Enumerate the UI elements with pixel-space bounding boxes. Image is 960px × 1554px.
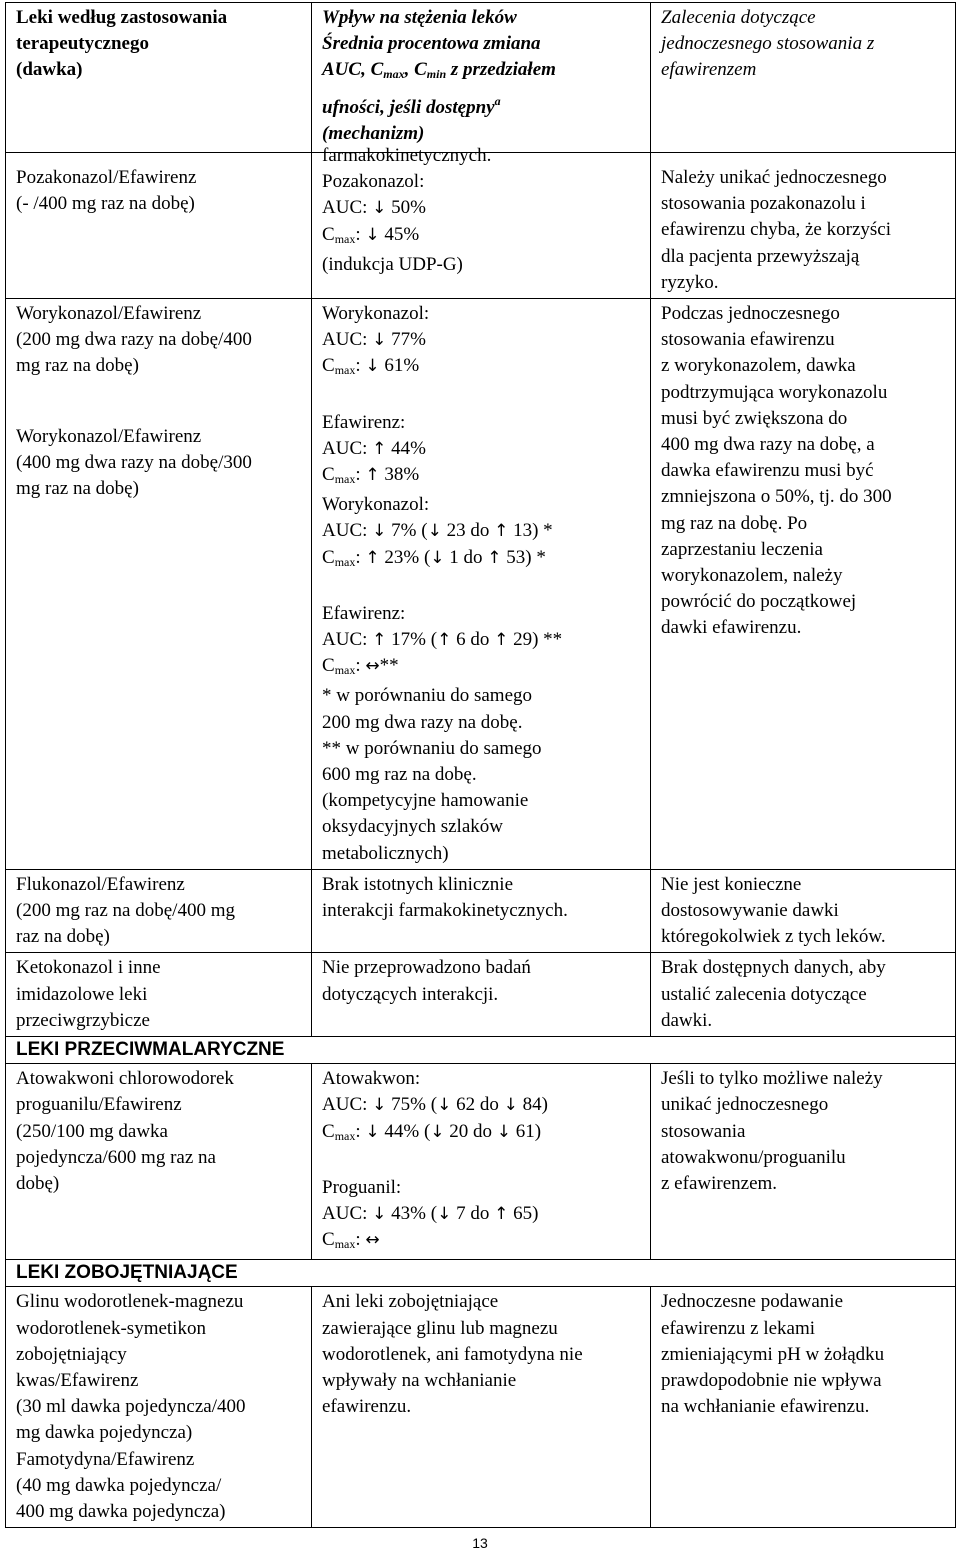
cell-effect: Brak istotnych klinicznie interakcji farmakokinetycznych. xyxy=(312,869,651,953)
document-page xyxy=(5,2,955,1522)
cell-drug: Pozakonazol/Efawirenz (- /400 mg raz na dobę) xyxy=(6,153,312,299)
cell-drug: Ketokonazol i inne imidazolowe leki przeciwgrzybicze xyxy=(6,953,312,1037)
table-row-worykonazol xyxy=(6,299,956,870)
cell-drug: Atowakwoni chlorowodorek proguanilu/Efawirenz (250/100 mg dawka pojedyncza/600 mg raz na dobę) xyxy=(6,1064,312,1260)
continued-text: farmakokinetycznych. xyxy=(322,145,492,166)
arrow-up-icon: ↑ xyxy=(437,630,452,651)
arrow-up-icon: ↑ xyxy=(487,547,502,568)
table-row-posakonazol xyxy=(6,153,956,299)
arrow-up-icon: ↑ xyxy=(494,521,509,542)
cell-recommendation: Brak dostępnych danych, aby ustalić zalecenia dotyczące dawki. xyxy=(651,953,956,1037)
arrow-down-icon: ↓ xyxy=(430,547,445,568)
arrow-down-icon: ↓ xyxy=(372,198,387,219)
section-row-antimalarial xyxy=(6,1037,956,1064)
section-row-antacids xyxy=(6,1260,956,1287)
arrow-down-icon: ↓ xyxy=(365,356,380,377)
header-col-recommendation xyxy=(651,3,956,153)
cell-recommendation: Podczas jednoczesnego stosowania efawirenzu z worykonazolem, dawka podtrzymująca worykonazolu musi być zwiększona do 400 mg dwa razy na dobę, a dawka efawirenzu musi być zmniejszona o 50%, tj. do 300 mg raz na dobę. Po zaprzestaniu leczenia worykonazolem, należy powrócić do początkowej dawki efawirenzu. xyxy=(651,299,956,870)
header-ci-line: ufności, jeśli dostępny$^a$ xyxy=(322,93,501,118)
cell-recommendation: Jeśli to tylko możliwe należy unikać jednoczesnego stosowania atowakwonu/proguanilu z efawirenzem. xyxy=(651,1064,956,1260)
arrow-up-icon: ↑ xyxy=(494,1203,509,1224)
arrow-down-icon: ↓ xyxy=(430,1121,445,1142)
interactions-table xyxy=(5,2,956,1528)
cell-drug: Worykonazol/Efawirenz (200 mg dwa razy na dobę/400 mg raz na dobę) Worykonazol/Efawirenz (400 mg dwa razy na dobę/300 mg raz na dobę) xyxy=(6,299,312,870)
page-number: 13 xyxy=(472,1535,488,1551)
header-text: terapeutycznego xyxy=(16,33,149,55)
arrow-up-icon: ↑ xyxy=(372,438,387,459)
arrow-down-icon: ↓ xyxy=(372,1203,387,1224)
arrow-down-icon: ↓ xyxy=(372,1095,387,1116)
arrow-both-icon: ↔ xyxy=(365,1230,380,1251)
header-text: Leki według zastosowania xyxy=(16,7,228,28)
header-col-effect xyxy=(312,3,651,153)
section-heading: LEKI PRZECIWMALARYCZNE xyxy=(6,1037,956,1064)
table-row-ketokonazol xyxy=(6,953,956,1037)
cell-recommendation: Należy unikać jednoczesnego stosowania pozakonazolu i efawirenzu chyba, że korzyści dla pacjenta przewyższają ryzyko. xyxy=(651,153,956,299)
arrow-down-icon: ↓ xyxy=(365,1121,380,1142)
table-row-antacids xyxy=(6,1287,956,1528)
table-header-row xyxy=(6,3,956,153)
cell-recommendation: Nie jest konieczne dostosowywanie dawki któregokolwiek z tych leków. xyxy=(651,869,956,953)
section-heading: LEKI ZOBOJĘTNIAJĄCE xyxy=(6,1260,956,1287)
table-row-atowakwon xyxy=(6,1064,956,1260)
arrow-down-icon: ↓ xyxy=(372,330,387,351)
arrow-up-icon: ↑ xyxy=(372,630,387,651)
header-text: (mechanizm) xyxy=(322,122,425,144)
arrow-up-icon: ↑ xyxy=(365,465,380,486)
arrow-down-icon: ↓ xyxy=(365,224,380,245)
cell-effect: farmakokinetycznych. Pozakonazol: AUC: ↓ 50% $C_{max}$: ↓ 45% (indukcja UDP-G) xyxy=(312,153,651,299)
cell-effect: Nie przeprowadzono badań dotyczących interakcji. xyxy=(312,953,651,1037)
arrow-down-icon: ↓ xyxy=(372,521,387,542)
arrow-down-icon: ↓ xyxy=(437,1095,452,1116)
arrow-down-icon: ↓ xyxy=(427,521,442,542)
header-text: Wpływ na stężenia leków xyxy=(322,7,517,28)
header-text: (dawka) xyxy=(16,59,83,81)
header-col-drug xyxy=(6,3,312,153)
arrow-down-icon: ↓ xyxy=(496,1121,512,1142)
arrow-down-icon: ↓ xyxy=(437,1203,452,1224)
cell-drug: Glinu wodorotlenek-magnezu wodorotlenek-symetikon zobojętniający kwas/Efawirenz (30 ml dawka pojedyncza/400 mg dawka pojedyncza) Famotydyna/Efawirenz (40 mg dawka pojedyncza/ 400 mg dawka pojedyncza) xyxy=(6,1287,312,1528)
cell-recommendation: Jednoczesne podawanie efawirenzu z lekami zmieniającymi pH w żołądku prawdopodobnie nie wpływa na wchłanianie efawirenzu. xyxy=(651,1287,956,1528)
arrow-up-icon: ↑ xyxy=(365,547,380,568)
arrow-up-icon: ↑ xyxy=(494,630,509,651)
header-auc-line: AUC, $C_{max}$, $C_{min}$ z przedziałem xyxy=(322,59,556,82)
cell-drug: Flukonazol/Efawirenz (200 mg raz na dobę/400 mg raz na dobę) xyxy=(6,869,312,953)
header-text: efawirenzem xyxy=(661,59,757,81)
header-text: Średnia procentowa zmiana xyxy=(322,33,541,55)
cell-effect: Ani leki zobojętniające zawierające glinu lub magnezu wodorotlenek, ani famotydyna nie wpływały na wchłanianie efawirenzu. xyxy=(312,1287,651,1528)
header-text: Zalecenia dotyczące xyxy=(661,7,816,28)
header-text: jednoczesnego stosowania z xyxy=(661,33,875,55)
arrow-down-icon: ↓ xyxy=(503,1095,518,1116)
cell-effect: Atowakwon: AUC: ↓ 75% (↓ 62 do ↓ 84) $C_{max}$: ↓ 44% (↓ 20 do ↓ 61) Proguanil: AUC: ↓ 43% (↓ 7 do ↑ 65) $C_{max}$: ↔ xyxy=(312,1064,651,1260)
table-row-flukonazol xyxy=(6,869,956,953)
arrow-both-icon: ↔ xyxy=(365,656,380,677)
cell-effect: Worykonazol: AUC: ↓ 77% $C_{max}$: ↓ 61% Efawirenz: AUC: ↑ 44% $C_{max}$: ↑ 38% Worykonazol: AUC: ↓ 7% (↓ 23 do ↑ 13) * $C_{max}$: ↑ 23% (↓ 1 do ↑ 53) * Efawirenz: AUC: ↑ 17% (↑ 6 do ↑ 29) ** $C_{max}$: ↔** * w porównaniu do samego 200 mg dwa razy na dobę. ** w porównaniu do samego 600 mg raz na dobę. (kompetycyjne hamowanie oksydacyjnych szlaków metabolicznych) xyxy=(312,299,651,870)
